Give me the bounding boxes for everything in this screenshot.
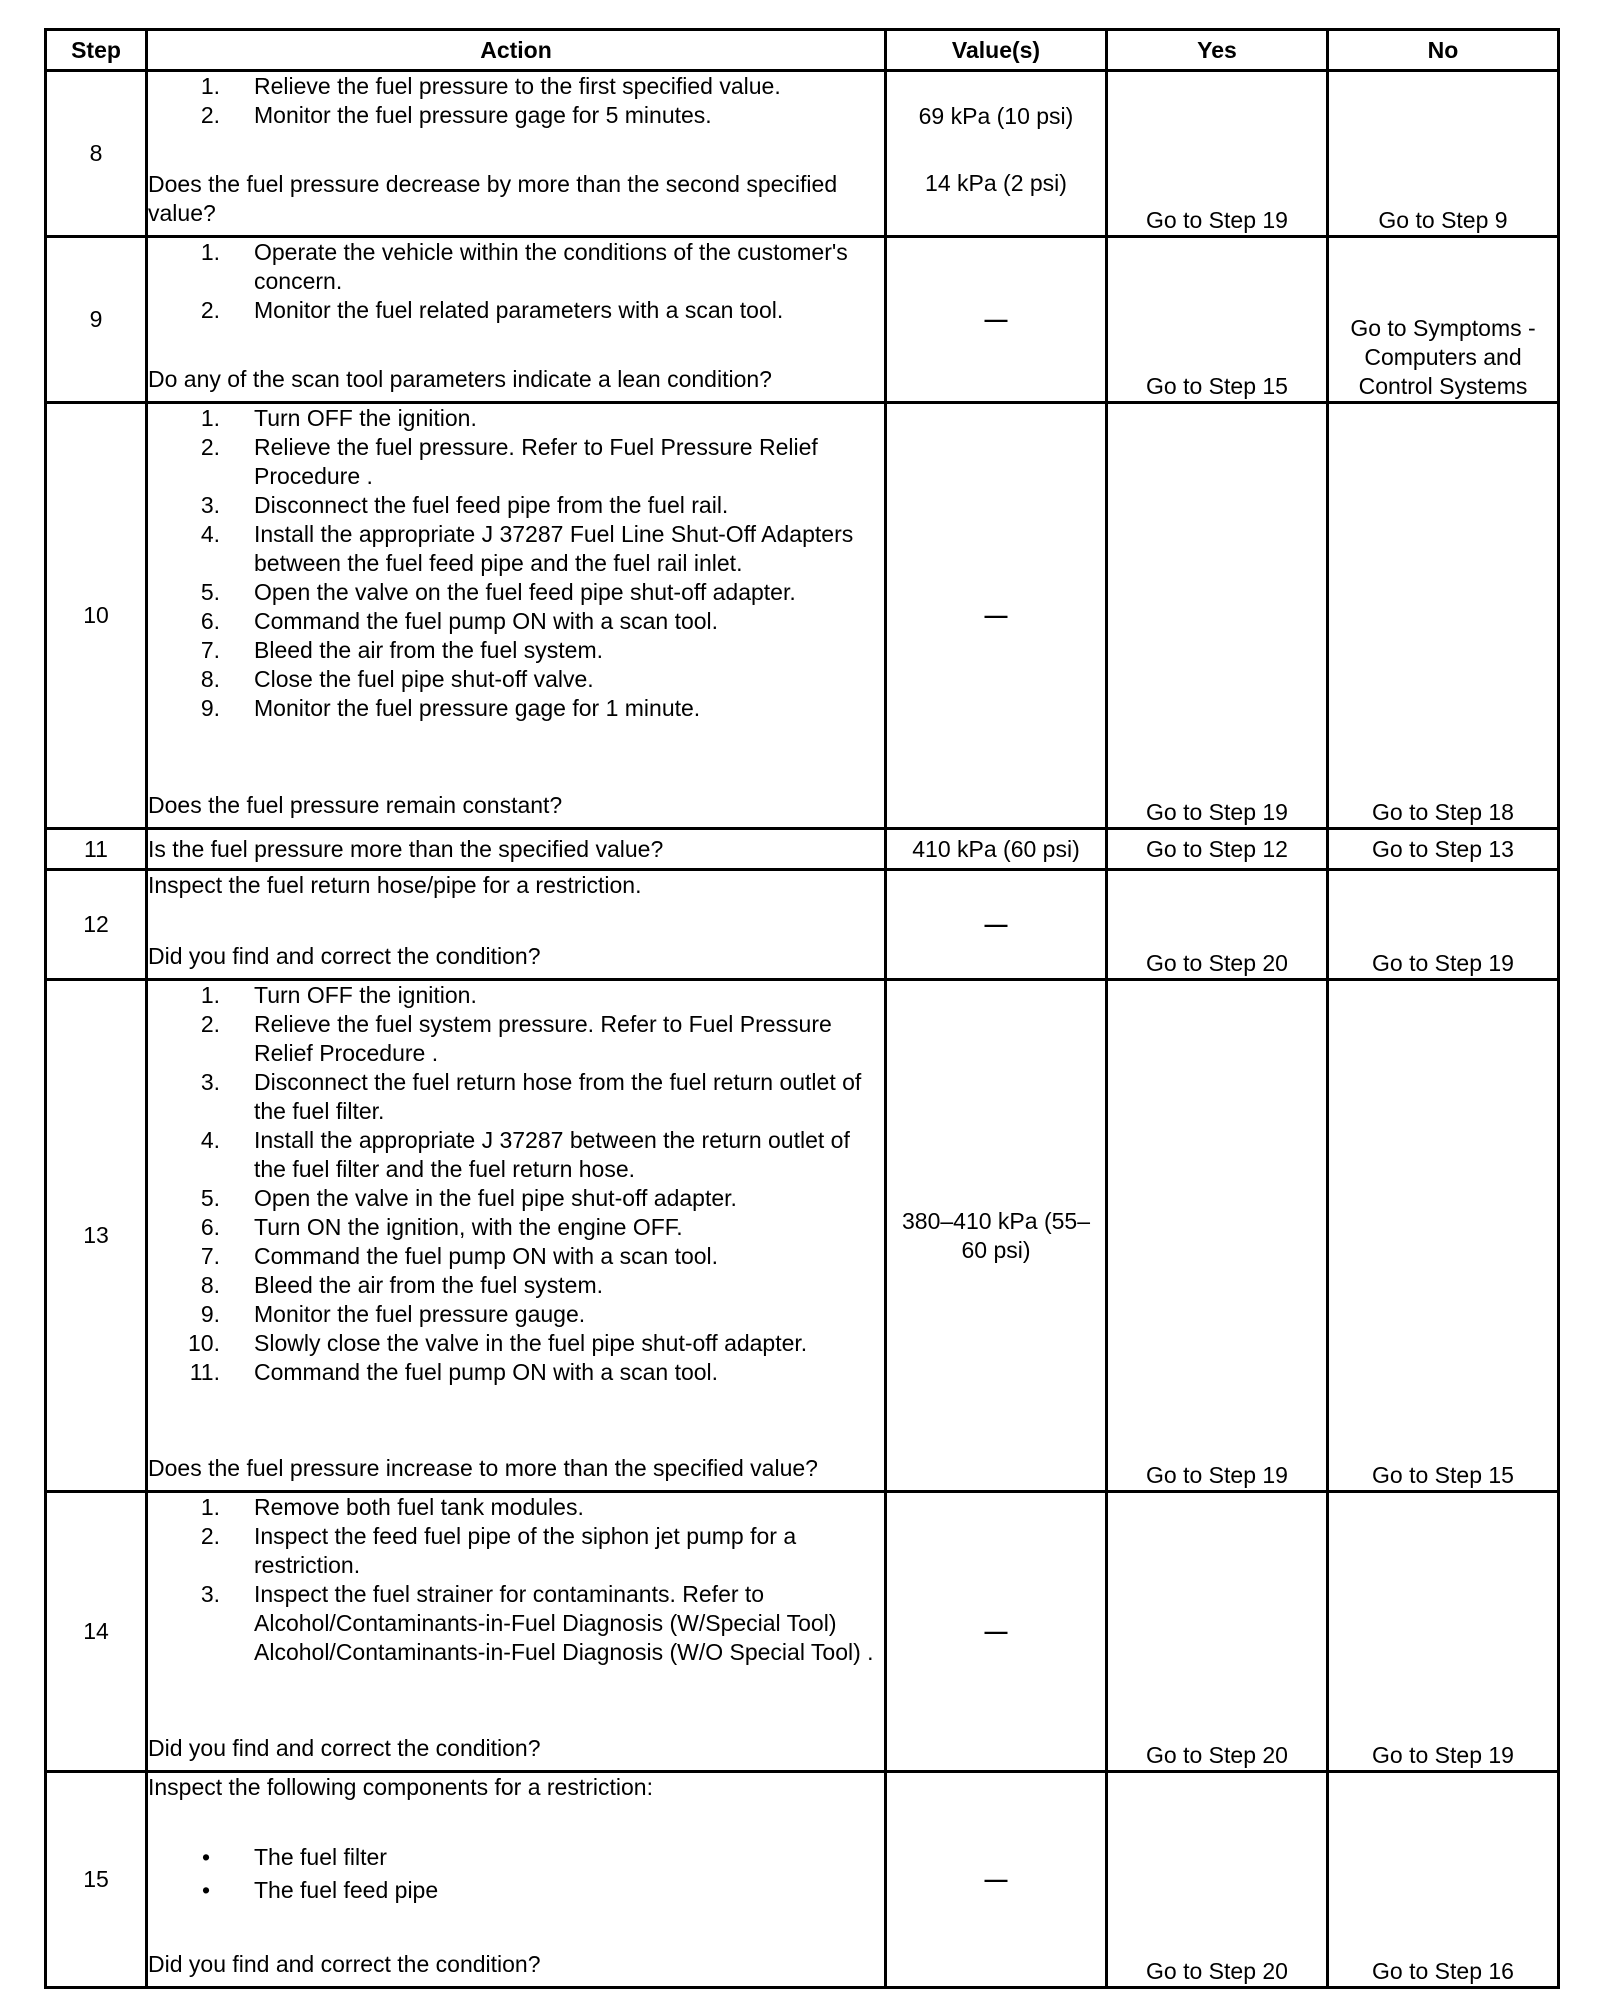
list-item: 1. Turn OFF the ignition. <box>200 982 477 1008</box>
values-cell: 380–410 kPa (55–60 psi) <box>886 980 1107 1492</box>
action-cell <box>147 1772 886 1988</box>
action-cell <box>147 237 886 403</box>
value-first: 69 kPa (10 psi) <box>918 103 1074 129</box>
values-cell <box>886 71 1107 237</box>
yes-cell: Go to Step 12 <box>1107 829 1328 870</box>
component-list <box>148 1843 884 1909</box>
action-cell <box>147 71 886 237</box>
list-item: 3. Inspect the fuel strainer for contaminants. Refer to Alcohol/Contaminants-in-Fuel Diagnosis (W/Special Tool) Alcohol/Contaminants-in-Fuel Diagnosis (W/O Special Tool) . <box>200 1581 874 1665</box>
no-cell: Go to Step 15 <box>1328 980 1559 1492</box>
step-row-13 <box>46 980 1559 1492</box>
list-item: 1. Remove both fuel tank modules. <box>200 1494 584 1520</box>
list-item: 2. Monitor the fuel pressure gage for 5 minutes. <box>200 102 712 128</box>
header-yes: Yes <box>1107 30 1328 71</box>
yes-cell: Go to Step 20 <box>1107 870 1328 980</box>
list-item: 10. Slowly close the valve in the fuel pipe shut-off adapter. <box>188 1330 808 1356</box>
values-cell: 410 kPa (60 psi) <box>886 829 1107 870</box>
step-number: 15 <box>46 1772 147 1988</box>
no-cell: Go to Step 19 <box>1328 870 1559 980</box>
list-item: 2. Inspect the feed fuel pipe of the siphon jet pump for a restriction. <box>200 1523 797 1578</box>
step-row-10 <box>46 403 1559 829</box>
action-list <box>148 1493 884 1667</box>
question-text: Does the fuel pressure remain constant? <box>148 792 563 818</box>
list-item: • The fuel filter <box>201 1844 387 1870</box>
list-item: 3. Disconnect the fuel return hose from the fuel return outlet of the fuel filter. <box>200 1069 862 1124</box>
list-item: 4. Install the appropriate J 37287 between the return outlet of the fuel filter and the fuel return hose. <box>200 1127 850 1182</box>
action-list <box>148 72 884 130</box>
step-number: 12 <box>46 870 147 980</box>
step-row-15 <box>46 1772 1559 1988</box>
list-item: 6. Turn ON the ignition, with the engine OFF. <box>200 1214 683 1240</box>
question-text: Do any of the scan tool parameters indicate a lean condition? <box>148 366 772 392</box>
action-list <box>148 404 884 723</box>
list-item: • The fuel feed pipe <box>201 1877 439 1903</box>
value-second: 14 kPa (2 psi) <box>925 170 1067 196</box>
step-number: 10 <box>46 403 147 829</box>
list-item: 11. Command the fuel pump ON with a scan tool. <box>189 1359 719 1385</box>
yes-cell: Go to Step 19 <box>1107 403 1328 829</box>
list-item: 7. Command the fuel pump ON with a scan tool. <box>200 1243 719 1269</box>
list-item: 8. Close the fuel pipe shut-off valve. <box>200 666 594 692</box>
yes-cell: Go to Step 20 <box>1107 1492 1328 1772</box>
values-cell: — <box>886 1772 1107 1988</box>
action-cell <box>147 403 886 829</box>
question-text: Did you find and correct the condition? <box>148 943 541 969</box>
values-cell: — <box>886 403 1107 829</box>
header-values: Value(s) <box>886 30 1107 71</box>
action-cell <box>147 980 886 1492</box>
values-cell: — <box>886 237 1107 403</box>
action-list <box>148 981 884 1387</box>
question-text: Does the fuel pressure increase to more than the specified value? <box>148 1455 818 1481</box>
list-item: 9. Monitor the fuel pressure gauge. <box>200 1301 586 1327</box>
yes-cell: Go to Step 19 <box>1107 71 1328 237</box>
list-item: 1. Turn OFF the ignition. <box>200 405 477 431</box>
no-cell: Go to Step 18 <box>1328 403 1559 829</box>
step-row-8 <box>46 71 1559 237</box>
action-text: Inspect the following components for a restriction: <box>148 1774 653 1800</box>
action-text: Inspect the fuel return hose/pipe for a restriction. <box>148 872 642 898</box>
step-number: 9 <box>46 237 147 403</box>
list-item: 4. Install the appropriate J 37287 Fuel Line Shut-Off Adapters between the fuel feed pipe and the fuel rail inlet. <box>200 521 854 576</box>
step-number: 8 <box>46 71 147 237</box>
step-number: 11 <box>46 829 147 870</box>
question-text: Did you find and correct the condition? <box>148 1951 541 1977</box>
step-row-14 <box>46 1492 1559 1772</box>
list-item: 7. Bleed the air from the fuel system. <box>200 637 603 663</box>
values-cell: — <box>886 1492 1107 1772</box>
action-cell <box>147 1492 886 1772</box>
list-item: 6. Command the fuel pump ON with a scan tool. <box>200 608 719 634</box>
list-item: 1. Relieve the fuel pressure to the first specified value. <box>200 73 781 99</box>
list-item: 5. Open the valve in the fuel pipe shut-off adapter. <box>200 1185 737 1211</box>
step-number: 13 <box>46 980 147 1492</box>
step-number: 14 <box>46 1492 147 1772</box>
values-cell: — <box>886 870 1107 980</box>
list-item: 2. Relieve the fuel pressure. Refer to Fuel Pressure Relief Procedure . <box>200 434 818 489</box>
no-cell: Go to Step 9 <box>1328 71 1559 237</box>
action-text: Is the fuel pressure more than the specified value? <box>147 829 886 870</box>
no-cell: Go to Step 13 <box>1328 829 1559 870</box>
header-action: Action <box>147 30 886 71</box>
step-row-11 <box>46 829 1559 870</box>
no-cell: Go to Symptoms - Computers and Control Systems <box>1328 237 1559 403</box>
no-cell: Go to Step 19 <box>1328 1492 1559 1772</box>
list-item: 2. Relieve the fuel system pressure. Refer to Fuel Pressure Relief Procedure . <box>200 1011 832 1066</box>
list-item: 8. Bleed the air from the fuel system. <box>200 1272 603 1298</box>
step-row-9 <box>46 237 1559 403</box>
yes-cell: Go to Step 19 <box>1107 980 1328 1492</box>
header-no: No <box>1328 30 1559 71</box>
list-item: 1. Operate the vehicle within the conditions of the customer's concern. <box>200 239 848 294</box>
yes-cell: Go to Step 15 <box>1107 237 1328 403</box>
question-text: Did you find and correct the condition? <box>148 1735 541 1761</box>
action-list <box>148 238 884 325</box>
header-step: Step <box>46 30 147 71</box>
no-cell: Go to Step 16 <box>1328 1772 1559 1988</box>
question-text: Does the fuel pressure decrease by more than the second specified value? <box>148 171 838 226</box>
list-item: 9. Monitor the fuel pressure gage for 1 minute. <box>200 695 701 721</box>
step-row-12 <box>46 870 1559 980</box>
list-item: 5. Open the valve on the fuel feed pipe shut-off adapter. <box>200 579 796 605</box>
list-item: 3. Disconnect the fuel feed pipe from the fuel rail. <box>200 492 729 518</box>
diagnostic-table <box>44 28 1560 1989</box>
action-cell <box>147 870 886 980</box>
yes-cell: Go to Step 20 <box>1107 1772 1328 1988</box>
header-row <box>46 30 1559 71</box>
list-item: 2. Monitor the fuel related parameters with a scan tool. <box>200 297 784 323</box>
